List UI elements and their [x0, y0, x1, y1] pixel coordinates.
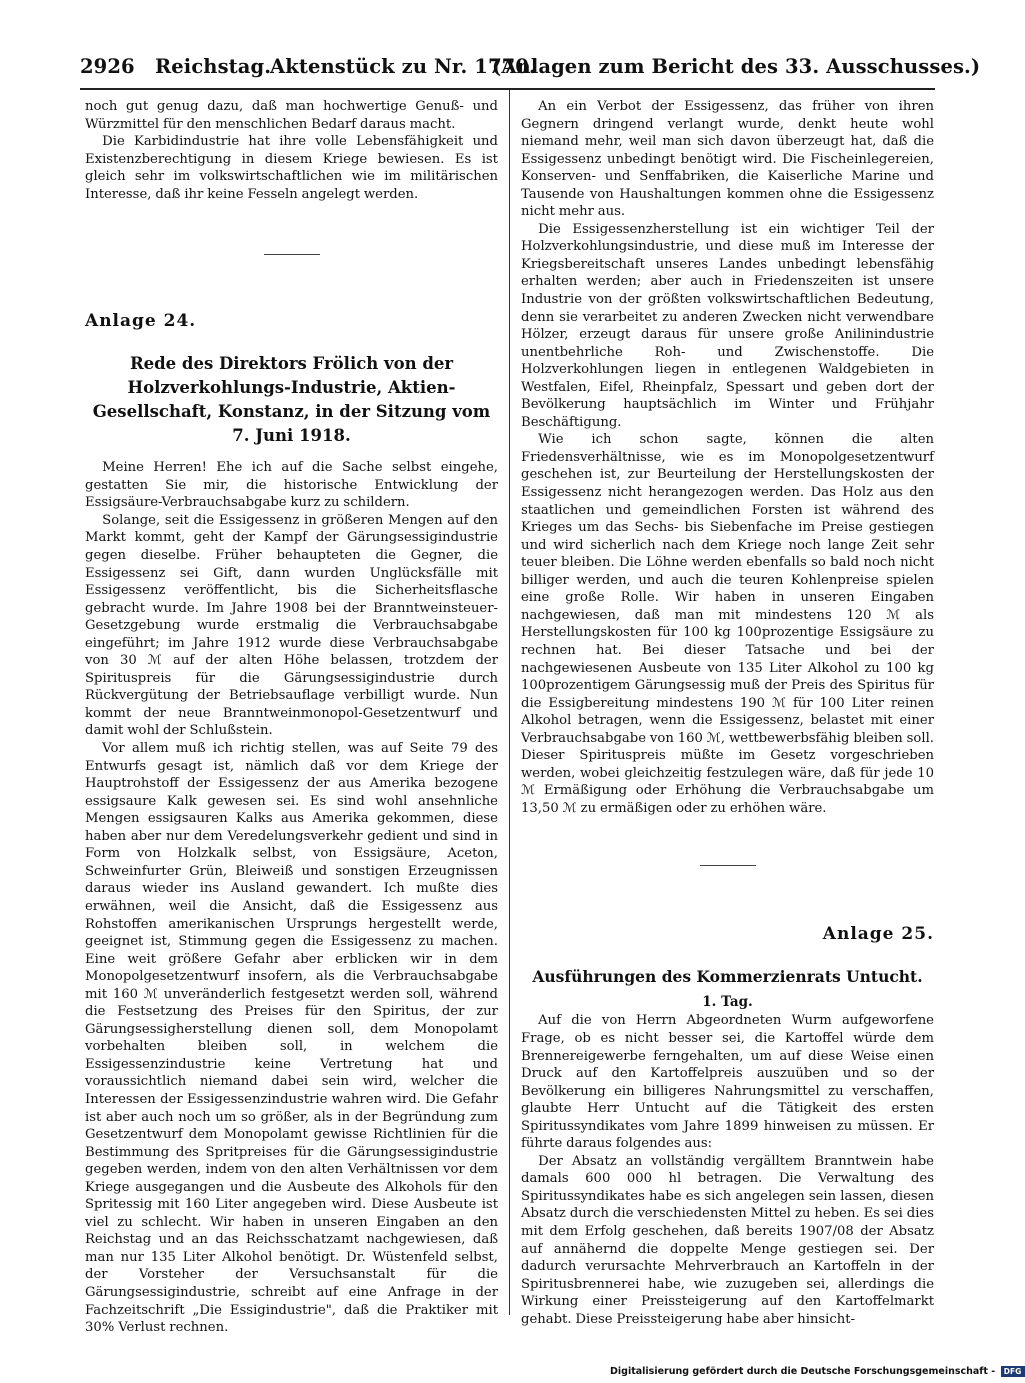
column-divider: [509, 90, 510, 1315]
header-aktenstueck: Aktenstück zu Nr. 1770.: [270, 55, 536, 78]
header-subtitle: (Anlagen zum Bericht des 33. Ausschusses.): [492, 55, 981, 78]
anlage-25-label: Anlage 25.: [822, 924, 934, 945]
body-paragraph: Meine Herren! Ehe ich auf die Sache selbst eingehe, gestatten Sie mir, die historische Entwicklung der Essigsäure-Verbrauchsabgabe kurz zu schildern.: [85, 460, 498, 511]
dfg-logo: DFG: [1001, 1366, 1025, 1377]
body-paragraph: Der Absatz an vollständig vergälltem Branntwein habe damals 600 000 hl betragen. Die Verwaltung des Spiritussyndikates habe es sich angelegen sein lassen, diesen Absatz durch die verschiedensten Mittel zu heben. Es sei dies mit dem Erfolg geschehen, daß bereits 1907/08 der Absatz auf annähernd die doppelte Menge gestiegen sei. Der dadurch verursachte Mehrverbrauch an Kartoffeln in der Spiritusbrennerei habe, wie zuzugeben sei, allerdings die Wirkung einer Preissteigerung auf den Kartoffelmarkt gehabt. Diese Preissteigerung habe aber hinsicht-: [521, 1153, 934, 1327]
body-paragraph: An ein Verbot der Essigessenz, das früher von ihren Gegnern dringend verlangt wurde, denkt heute wohl niemand mehr, weil man sich davon überzeugt hat, daß die Essigessenz unbedingt benötigt wird. Die Fischeinlegereien, Konserven- und Senffabriken, die Kaiserliche Marine und Tausende von Haushaltungen kommen ohne die Essigessenz nicht mehr aus.: [521, 99, 934, 220]
intro-paragraph: Die Karbidindustrie hat ihre volle Lebensfähigkeit und Existenzberechtigung in diesem Kriege bewiesen. Es ist gleich sehr im volkswirtschaftlichen wie im militärischen Interesse, daß ihr keine Fesseln angelegt werden.: [85, 134, 498, 202]
page-header: [80, 55, 981, 85]
intro-paragraph: noch gut genug dazu, daß man hochwertige Genuß- und Würzmittel für den menschlichen Bedarf daraus macht.: [85, 99, 498, 132]
body-paragraph: Die Essigessenzherstellung ist ein wichtiger Teil der Holzverkohlungsindustrie, und diese muß im Interesse der Kriegsbereitschaft unseres Landes unbedingt lebensfähig erhalten werden; aber auch in Friedenszeiten ist unsere Industrie von der größten volkswirtschaftlichen Bedeutung, denn sie verarbeitet zu anderen Zwecken nicht verwendbare Hölzer, erzeugt daraus für unsere große Anilinindustrie unentbehrliche Roh- und Zwischenstoffe. Die Holzverkohlungen liegen in entlegenen Waldgebieten in Westfalen, Eifel, Rheinpfalz, Spessart und geben dort der Bevölkerung hauptsächlich im Winter und Frühjahr Beschäftigung.: [521, 221, 934, 430]
body-paragraph: Vor allem muß ich richtig stellen, was auf Seite 79 des Entwurfs gesagt ist, nämlich daß vor dem Kriege der Hauptrohstoff der Essigessenz der aus Amerika bezogene essigsaure Kalk gewesen sei. Es sind wohl ansehnliche Mengen essigsauren Kalks aus Amerika gekommen, diese haben aber nur dem Veredelungsverkehr gedient und sind in Form von Holzkalk selbst, von Essigsäure, Aceton, Schweinfurter Grün, Bleiweiß und sonstigen Erzeugnissen daraus wieder ins Ausland gewandert. Ich mußte dies erwähnen, weil die Ansicht, daß die Essigessenz aus Rohstoffen amerikanischen Ursprungs hergestellt werde, geeignet ist, Stimmung gegen die Essigessenz zu machen. Eine weit größere Gefahr aber erblicken wir in dem Monopolgesetzentwurf insofern, als die Verbrauchsabgabe mit 160 ℳ unveränderlich festgesetzt werden soll, während die Festsetzung des Preises für den Spiritus, der zur Gärungsessigherstellung dienen soll, dem Monopolamt vorbehalten bleiben soll, in welchem die Essigessenzindustrie keine Vertretung hat und voraussichtlich niemand dabei sein wird, welcher die Interessen der Essigessenzindustrie wahren wird. Die Gefahr ist aber auch noch um so größer, als in der Begründung zum Gesetzentwurf dem Monopolamt gewisse Richtlinien für die Bestimmung des Spritpreises für die Gärungsessigindustrie gegeben werden, indem von den alten Verhältnissen vor dem Kriege ausgegangen und die Ausbeute des Alkohols für den Spritessig mit 160 Liter angegeben wird. Diese Ausbeute ist viel zu schlecht. Wir haben in unseren Eingaben an den Reichstag und an das Reichsschatzamt nachgewiesen, daß man nur 135 Liter Alkohol benötigt. Dr. Wüstenfeld selbst, der Vorsteher der Versuchsanstalt für die Gärungsessigindustrie, schreibt auf eine Anfrage in der Fachzeitschrift „Die Essigindustrie", daß die Praktiker mit 30% Verlust rechnen.: [85, 741, 498, 1336]
right-column: [521, 98, 934, 1328]
body-paragraph: Solange, seit die Essigessenz in größeren Mengen auf den Markt kommt, geht der Kampf der Gärungsessigindustrie gegen dieselbe. Früher behaupteten die Gegner, die Essigessenz sei Gift, dann wurden Unglücksfälle mit Essigessenz veröffentlicht, bis die Sicherheitsflasche gebracht wurde. Im Jahre 1908 bei der Branntweinsteuer-Gesetzgebung wurde erstmalig die Verbrauchsabgabe eingeführt; im Jahre 1912 wurde diese Verbrauchsabgabe von 30 ℳ auf der alten Höhe belassen, trotzdem der Spirituspreis für die Gärungsessigindustrie durch Rückvergütung der Betriebsauflage verbilligt wurde. Nun kommt der neue Branntweinmonopol-Gesetzentwurf und damit wohl der Schlußstein.: [85, 512, 498, 739]
day-heading: 1. Tag.: [702, 994, 753, 1011]
anlage-24-label: Anlage 24.: [85, 311, 197, 332]
left-column: [85, 98, 498, 1337]
section-separator: [700, 865, 756, 866]
digitization-footer: [610, 1366, 1022, 1377]
anlage-25-title: Ausführungen des Kommerzienrats Untucht.: [532, 967, 923, 987]
body-paragraph: Wie ich schon sagte, können die alten Friedensverhältnisse, wie es im Monopolgesetzentwurf geschehen ist, zur Beurteilung der Herstellungskosten der Essigessenz nicht herangezogen werden. Das Holz aus den staatlichen und gemeindlichen Forsten ist während des Krieges um das Sechs- bis Siebenfache im Preise gestiegen und wird sicherlich nach dem Kriege noch lange Zeit sehr teuer bleiben. Die Löhne werden ebenfalls so bald noch nicht billiger werden, und auch die teuren Kohlenpreise spielen eine große Rolle. Wir haben in unseren Eingaben nachgewiesen, daß man mit mindestens 120 ℳ als Herstellungskosten für 100 kg 100prozentige Essigsäure zu rechnen hat. Bei dieser Tatsache und bei der nachgewiesenen Ausbeute von 135 Liter Alkohol zu 100 kg 100prozentigem Gärungsessig muß der Preis des Spiritus für die Essigbereitung mindestens 190 ℳ für 100 Liter reinen Alkohol betragen, wenn die Essigessenz, belastet mit einer Verbrauchsabgabe von 160 ℳ, wettbewerbsfähig bleiben soll. Dieser Spirituspreis müßte im Gesetz vorgeschrieben werden, wobei gleichzeitig festzulegen wäre, daß für jede 10 ℳ Ermäßigung oder Erhöhung die Verbrauchsabgabe um 13,50 ℳ zu ermäßigen oder zu erhöhen wäre.: [521, 432, 934, 816]
footer-text: Digitalisierung gefördert durch die Deutsche Forschungsgemeinschaft -: [610, 1366, 996, 1377]
anlage-24-title: Rede des Direktors Frölich von der Holzverkohlungs-Industrie, Aktien-Gesellschaft, Konstanz, in der Sitzung vom 7. Juni 1918.: [92, 354, 491, 446]
header-reichstag: Reichstag.: [155, 55, 272, 78]
section-separator: [264, 254, 320, 255]
header-rule: [80, 88, 935, 90]
page-number: 2926: [80, 55, 135, 78]
body-paragraph: Auf die von Herrn Abgeordneten Wurm aufgeworfene Frage, ob es nicht besser sei, die Kartoffel würde dem Brennereigewerbe ferngehalten, um auf diese Weise einen Druck auf den Kartoffelpreis auszuüben und so der Bevölkerung ein billigeres Nahrungsmittel zu verschaffen, glaubte Herr Untucht auf die Tätigkeit des ersten Spiritussyndikates vom Jahre 1899 hinweisen zu müssen. Er führte daraus folgendes aus:: [521, 1013, 934, 1152]
